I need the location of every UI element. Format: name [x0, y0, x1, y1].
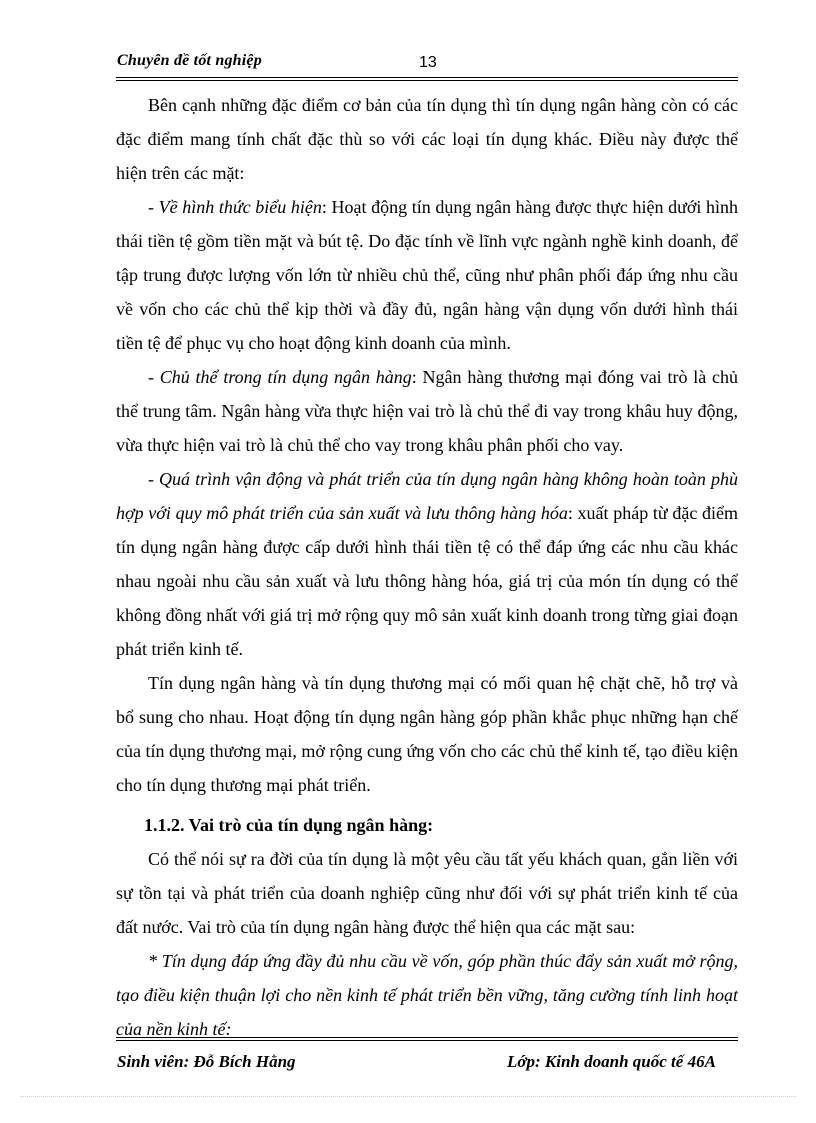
paragraph-subject-lead: - Chủ thể trong tín dụng ngân hàng: [148, 367, 412, 387]
paragraph-intro: Bên cạnh những đặc điểm cơ bản của tín dụng thì tín dụng ngân hàng còn có các đặc điểm mang tính chất đặc thù so với các loại tín dụng khác. Điều này được thể hiện trên các mặt:: [116, 95, 738, 183]
footer-rule: [116, 1037, 738, 1038]
page-bottom-border: [20, 1096, 796, 1097]
footer-rule-thin: [116, 1040, 738, 1041]
paragraph-subject: [116, 360, 738, 462]
footer-student: Sinh viên: Đỗ Bích Hằng: [117, 1052, 296, 1071]
paragraph-process: [116, 462, 738, 666]
paragraph-role: Có thể nói sự ra đời của tín dụng là một yêu cầu tất yếu khách quan, gắn liền với sự tồn tại và phát triển của doanh nghiệp cũng như đối với sự phát triển kinh tế của đất nước. Vai trò của tín dụng ngân hàng được thể hiện qua các mặt sau:: [116, 849, 738, 937]
footer-class: Lớp: Kinh doanh quốc tế 46A: [507, 1052, 716, 1071]
paragraph-form-text: : Hoạt động tín dụng ngân hàng được thực hiện dưới hình thái tiền tệ gồm tiền mặt và bút tệ. Do đặc tính về lĩnh vực ngành nghề kinh doanh, để tập trung được lượng vốn lớn từ nhiều chủ thể, cũng như phân phối đáp ứng nhu cầu về vốn cho các chủ thể kịp thời và đầy đủ, ngân hàng vận dụng vốn dưới hình thái tiền tệ để phục vụ cho hoạt động kinh doanh của mình.: [116, 197, 738, 353]
paragraph-form: [116, 190, 738, 360]
paragraph-subject-text: : Ngân hàng thương mại đóng vai trò là chủ thể trung tâm. Ngân hàng vừa thực hiện vai trò là chủ thể đi vay trong khâu huy động, vừa thực hiện vai trò là chủ thể cho vay trong khâu phân phối cho vay.: [116, 367, 738, 455]
paragraph-form-lead: - Về hình thức biểu hiện: [148, 197, 322, 217]
paragraph-relation: Tín dụng ngân hàng và tín dụng thương mại có mối quan hệ chặt chẽ, hỗ trợ và bổ sung cho nhau. Hoạt động tín dụng ngân hàng góp phần khắc phục những hạn chế của tín dụng thương mại, mở rộng cung ứng vốn cho các chủ thể kinh tế, tạo điều kiện cho tín dụng thương mại phát triển.: [116, 673, 738, 795]
paragraph-process-lead: - Quá trình vận động và phát triển của tín dụng ngân hàng không hoàn toàn phù hợp với quy mô phát triển của sản xuất và lưu thông hàng hóa: [116, 469, 738, 523]
page-number: 13: [419, 54, 437, 71]
header-title: Chuyên đề tốt nghiệp: [117, 52, 262, 69]
body-text: [116, 88, 738, 1046]
section-heading: 1.1.2. Vai trò của tín dụng ngân hàng:: [144, 815, 434, 835]
paragraph-process-text: : xuất pháp từ đặc điểm tín dụng ngân hàng được cấp dưới hình thái tiền tệ có thể đáp ứng các nhu cầu khác nhau ngoài nhu cầu sản xuất và lưu thông hàng hóa, giá trị của món tín dụng có thể không đồng nhất với giá trị mở rộng quy mô sản xuất kinh doanh trong từng giai đoạn phát triển kinh tế.: [116, 503, 738, 659]
header-rule: [116, 77, 738, 78]
header-rule-thin: [116, 80, 738, 81]
paragraph-role-point: * Tín dụng đáp ứng đầy đủ nhu cầu về vốn, góp phần thúc đẩy sản xuất mở rộng, tạo điều kiện thuận lợi cho nền kinh tế phát triển bền vững, tăng cường tính linh hoạt của nền kinh tế:: [116, 951, 738, 1039]
